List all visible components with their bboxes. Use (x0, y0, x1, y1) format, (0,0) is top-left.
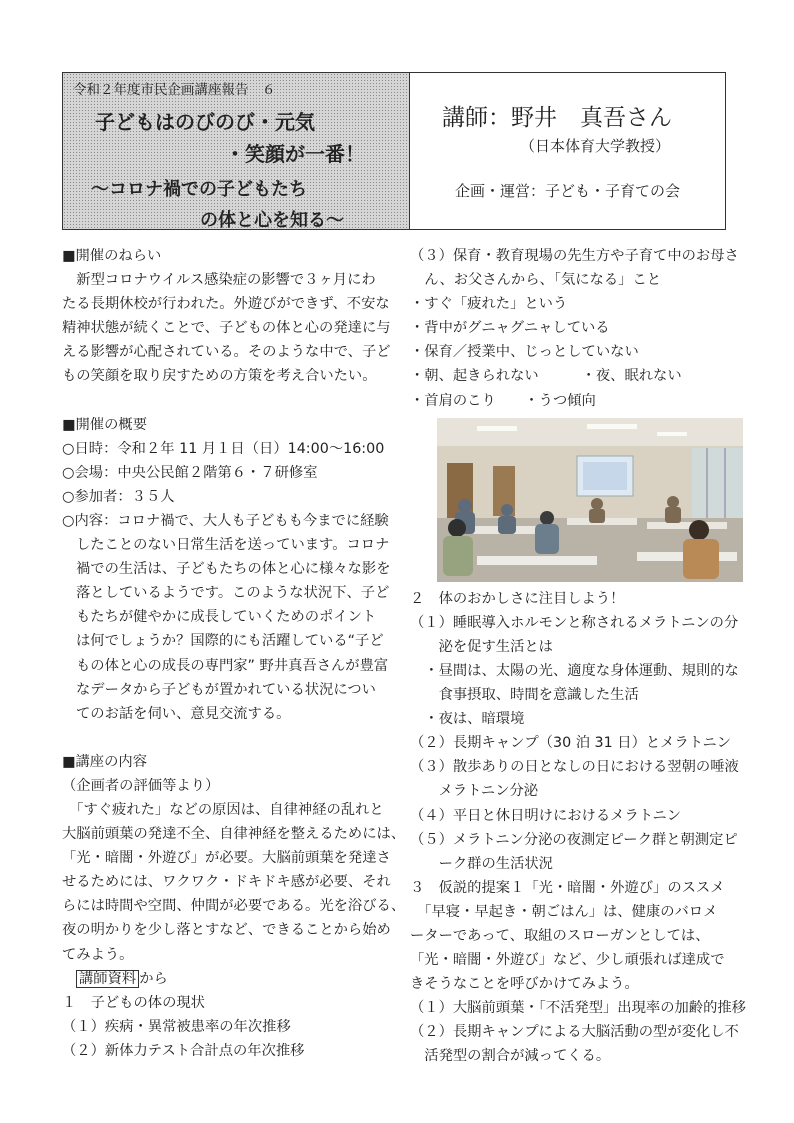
concern-bullet: ・すぐ「疲れた」という (410, 296, 568, 313)
subtitle-line-2: の体と心を知る～ (200, 210, 344, 231)
evaluation-line: 夜の明かりを少し落とすなど、できることから始め (62, 922, 391, 939)
header-info-panel (410, 73, 725, 229)
overview-content-line: 落としているようです。このような状況下、子ど (76, 585, 390, 602)
overview-content-line: もたちが健やかに成長していくためのポイント (76, 609, 377, 626)
item-3-line: ん、お父さんから、「気になる」こと (410, 272, 662, 289)
evaluation-line: てみよう。 (62, 946, 134, 963)
title-line-2: ・笑顔が一番！ (225, 142, 365, 166)
evaluation-line: 「すぐ疲れた」などの原因は、自律神経の乱れと (62, 801, 384, 818)
section-2-line: （５）メラトニン分泌の夜測定ピーク群と朝測定ピ (410, 831, 738, 848)
section-3-line: （２）長期キャンプによる大脳活動の型が変化し不 (410, 1024, 739, 1041)
purpose-heading: ■開催のねらい (62, 248, 162, 264)
title-line-1: 子どもはのびのび・元気 (95, 110, 315, 134)
materials-box: 講師資料 (76, 970, 139, 988)
subtitle-line-1: ～コロナ禍での子どもたち (91, 179, 307, 200)
overview-content-line: したことのない日常生活を送っています。コロナ (76, 537, 390, 554)
overview-content-line: なデータから子どもが置かれている状況につい (76, 681, 376, 698)
overview-heading: ■開催の概要 (62, 416, 147, 433)
overview-content-line: 禍での生活は、子どもたちの体と心に様々な影を (76, 561, 391, 578)
section-3-line: （１）大脳前頭葉・「不活発型」出現率の加齢的推移 (410, 1000, 746, 1017)
section-3-line: ーターであって、取組のスローガンとしては、 (410, 927, 710, 944)
section-1-heading: １ 子どもの体の現状 (62, 994, 205, 1011)
materials-line (62, 967, 406, 991)
concern-bullet: ・背中がグニャグニャしている (410, 320, 610, 337)
overview-venue: ○会場：中央公民館２階第６・７研修室 (62, 464, 318, 481)
section-2-line: ーク群の生活状況 (410, 855, 553, 872)
evaluation-line: らには時間や空間、仲間が必要である。光を浴びる、 (62, 898, 406, 915)
concern-bullet: ・朝、起きられない ・夜、眠れない (410, 368, 682, 385)
item-3-line: （３）保育・教育現場の先生方や子育て中のお母さ (410, 248, 739, 264)
section-2-line: 食事摂取、時間を意識した生活 (410, 687, 639, 704)
section-2-line: （２）長期キャンプ（30 泊 31 日）とメラトニン (410, 735, 732, 752)
header-title-panel (63, 73, 410, 229)
section-3-line: 「光・暗闇・外遊び」など、少し頑張れば達成で (410, 952, 725, 969)
section-2-line: ・夜は、暗環境 (410, 711, 525, 728)
section-1-item: （１）疾病・異常被患率の年次推移 (62, 1018, 291, 1035)
section-3-line: きそうなことを呼びかけてみよう。 (410, 976, 639, 993)
materials-suffix: から (139, 970, 168, 987)
section-3-line: 活発型の割合が減ってくる。 (410, 1048, 611, 1065)
section-2-line: （１）睡眠導入ホルモンと称されるメラトニンの分 (410, 614, 739, 631)
section-2-line: （３）散歩ありの日となしの日における翌朝の唾液 (410, 759, 739, 776)
purpose-line: える影響が心配されている。そのような中で、子ど (62, 344, 391, 361)
lecture-heading: ■講座の内容 (62, 753, 147, 770)
evaluation-line: 大脳前頭葉の発達不全、自律神経を整えるためには、 (62, 826, 406, 843)
lecturer-name: 講師：野井 真吾さん (442, 105, 672, 131)
purpose-line: たる長期休校が行われた。外遊びができず、不安な (62, 296, 390, 313)
evaluation-note: （企画者の評価等より） (62, 777, 220, 794)
section-2-line: ・昼間は、太陽の光、適度な身体運動、規則的な (410, 662, 739, 679)
section-1-item: （２）新体力テスト合計点の年次推移 (62, 1042, 305, 1059)
concern-bullet: ・首肩のこり ・うつ傾向 (410, 392, 596, 409)
spacer (62, 726, 392, 750)
organizer: 企画・運営：子ども・子育ての会 (455, 182, 681, 200)
section-2-line: メラトニン分泌 (410, 783, 539, 800)
overview-content-line: てのお話を伺い、意見交流する。 (76, 705, 291, 722)
section-3-heading: ３ 仮説的提案１「光・暗闇・外遊び」のススメ (410, 879, 725, 896)
left-column (62, 244, 406, 1063)
overview-content-line: は何でしょうか？国際的にも活躍している“子ど (76, 633, 384, 650)
evaluation-line: せるためには、ワクワク・ドキドキ感が必要、それ (62, 874, 391, 891)
purpose-line: 新型コロナウイルス感染症の影響で３ヶ月にわ (62, 272, 376, 289)
section-2-line: 泌を促す生活とは (410, 638, 553, 655)
right-column (410, 244, 746, 1069)
concern-bullet: ・保育／授業中、じっとしていない (410, 344, 639, 361)
evaluation-line: 「光・暗闇・外遊び」が必要。大脳前頭葉を発達さ (62, 850, 391, 867)
overview-content-line: もの体と心の成長の専門家” 野井真吾さんが豊富 (76, 657, 389, 674)
section-3-line: 「早寝・早起き・朝ごはん」は、健康のバロメ (410, 903, 718, 920)
purpose-line: もの笑顔を取り戻すための方策を考え合いたい。 (62, 368, 377, 385)
purpose-line: 精神状態が続くことで、子どもの体と心の発達に与 (62, 320, 391, 337)
spacer (62, 389, 392, 413)
section-2-heading: ２ 体のおかしさに注目しよう！ (410, 590, 625, 607)
series-label: 令和２年度市民企画講座報告 ６ (73, 82, 276, 98)
header-box (62, 72, 726, 230)
overview-content-first: ○内容：コロナ禍で、大人も子どもも今までに経験 (62, 512, 389, 529)
section-2-line: （４）平日と休日明けにおけるメラトニン (410, 807, 682, 824)
lecture-photo (437, 418, 743, 582)
lecturer-affiliation: （日本体育大学教授） (520, 137, 671, 155)
overview-participants: ○参加者：３５人 (62, 488, 175, 505)
overview-datetime: ○日時：令和２年 11 月１日（日）14:00～16:00 (62, 440, 385, 457)
